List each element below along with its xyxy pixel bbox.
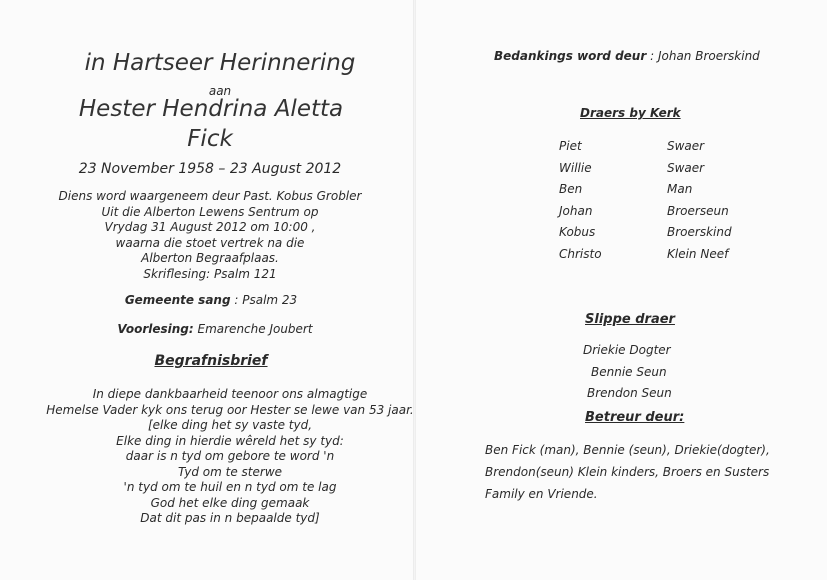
draer-relation: Swaer — [667, 160, 705, 175]
service-details — [59, 189, 362, 282]
poem-line: Tyd om te sterwe — [177, 464, 283, 479]
deceased-name-line2: Fick — [187, 126, 233, 152]
betreur-line: Family en Vriende. — [485, 487, 598, 501]
service-line: Skriflesing: Psalm 121 — [143, 266, 277, 281]
poem-line: [elke ding het sy vaste tyd, — [147, 418, 313, 432]
draer-relation: Klein Neef — [667, 246, 729, 261]
poem-line: In diepe dankbaarheid teenoor ons almagtige — [92, 387, 368, 401]
voorlesing — [117, 322, 312, 336]
betreur-title: Betreur deur: — [585, 410, 685, 425]
draer-name: Ben — [559, 182, 583, 196]
heading: in Hartseer Herinnering — [84, 50, 356, 76]
right-page — [416, 0, 827, 580]
voorlesing-value: Emarenche Joubert — [193, 322, 313, 336]
deceased-name-line1: Hester Hendrina Aletta — [78, 96, 344, 122]
bedankings-label: Bedankings word deur — [494, 49, 647, 63]
service-line: Vrydag 31 August 2012 om 10:00 , — [104, 220, 316, 234]
draers-title: Draers by Kerk — [580, 106, 681, 120]
draer-relation: Man — [667, 182, 693, 196]
betreur-text — [485, 439, 770, 505]
poem-line: daar is n tyd om gebore te word 'n — [125, 449, 335, 463]
poem-line: 'n tyd om te huil en n tyd om te lag — [123, 480, 337, 494]
slippe-item: Brendon Seun — [587, 386, 672, 400]
service-line: waarna die stoet vertrek na die — [115, 235, 305, 250]
life-dates: 23 November 1958 – 23 August 2012 — [78, 161, 342, 177]
betreur-line: Ben Fick (man), Bennie (seun), Driekie(dogter), — [485, 443, 770, 457]
poem-line: God het elke ding gemaak — [150, 495, 310, 510]
slippe-item: Bennie Seun — [591, 364, 667, 379]
draer-name: Christo — [559, 246, 602, 261]
service-line: Diens word waargeneem deur Past. Kobus Grobler — [58, 189, 362, 203]
gemeente-sang — [125, 293, 297, 307]
draer-relation: Broerseun — [667, 203, 729, 218]
poem-line: Hemelse Vader kyk ons terug oor Hester se lewe van 53 jaar. — [46, 402, 414, 417]
poem-line: Elke ding in hierdie wêreld het sy tyd: — [116, 433, 344, 448]
gemeente-value: : Psalm 23 — [230, 293, 298, 307]
service-line: Alberton Begraafplaas. — [141, 251, 279, 265]
gemeente-label: Gemeente sang — [124, 293, 231, 307]
begrafnisbrief-title: Begrafnisbrief — [154, 353, 268, 369]
slippe-list — [583, 340, 672, 405]
draer-name: Piet — [559, 139, 582, 153]
slippe-title: Slippe draer — [585, 312, 675, 327]
draer-name: Johan — [559, 203, 593, 218]
slippe-item: Driekie Dogter — [583, 343, 671, 357]
service-line: Uit die Alberton Lewens Sentrum op — [101, 204, 319, 219]
aan-text: aan — [208, 84, 232, 98]
draer-name: Kobus — [559, 225, 596, 239]
voorlesing-label: Voorlesing: — [117, 322, 194, 336]
poem — [46, 387, 413, 527]
draer-relation: Broerskind — [667, 225, 732, 239]
draer-name: Willie — [559, 160, 592, 175]
bedankings — [494, 49, 760, 63]
left-page — [0, 0, 413, 580]
draer-relation: Swaer — [667, 139, 705, 153]
betreur-line: Brendon(seun) Klein kinders, Broers en Susters — [485, 465, 770, 479]
poem-line: Dat dit pas in n bepaalde tyd] — [140, 511, 320, 525]
draers-relations — [667, 136, 732, 265]
bedankings-value: : Johan Broerskind — [646, 49, 760, 63]
draers-names — [559, 136, 602, 265]
